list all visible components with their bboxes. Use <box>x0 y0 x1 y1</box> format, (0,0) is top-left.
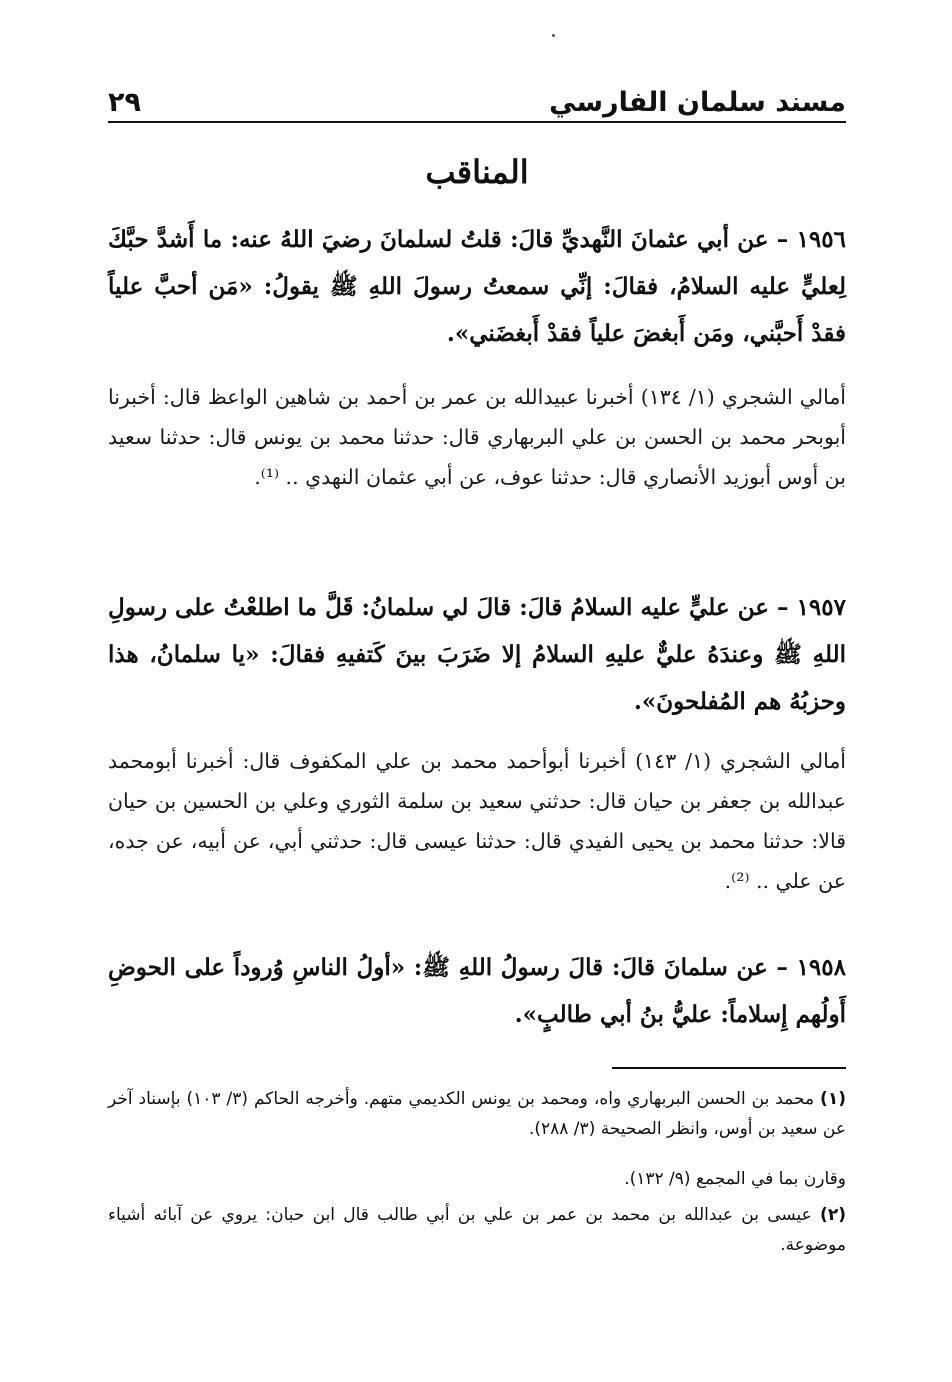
hadith-1956: ١٩٥٦ – عن أبي عثمانَ النَّهديِّ قالَ: قلتُ لسلمانَ رضيَ اللهُ عنه: ما أَشدَّ حبَّكَ لِعليٍّ عليه السلامُ، فقالَ: إنِّي سمعتُ رسولَ اللهِ ﷺ يقولُ: «مَن أحبَّ علياً فقدْ أَحبَّني، ومَن أَبغضَ علياً فقدْ أَبغضَني». <box>108 226 846 347</box>
footnote-mark: (٢) <box>820 1205 846 1225</box>
hadith-1957: ١٩٥٧ – عن عليٍّ عليه السلامُ قالَ: قالَ لي سلمانُ: قَلَّ ما اطلعْتُ على رسولِ اللهِ ﷺ وعندَهُ عليٌّ عليهِ السلامُ إلا ضَرَبَ بينَ كَتفيهِ فقالَ: «يا سلمانُ، هذا وحزبُهُ هم المُفلحونَ». <box>108 594 846 715</box>
footnote-rule <box>612 1067 846 1069</box>
section-title: المناقب <box>425 153 529 191</box>
scan-speck <box>552 34 555 37</box>
header-rule <box>108 121 846 123</box>
footnote-text: محمد بن الحسن البربهاري واه، ومحمد بن يونس الكديمي متهم. وأخرجه الحاكم (٣/ ١٠٣) بإسناد آخر عن سعيد بن أوس، وانظر الصحيحة (٣/ ٢٨٨). <box>108 1089 846 1139</box>
source-1956: أمالي الشجري (١/ ١٣٤) أخبرنا عبيدالله بن عمر بن أحمد بن شاهين الواعظ قال: أخبرنا أبوبحر محمد بن الحسن بن علي البربهاري قال: حدثنا محمد بن يونس قال: حدثنا سعيد بن أوس أبوزيد الأنصاري قال: حدثنا عوف، عن أبي عثمان النهدي .. ⁽¹⁾. <box>108 385 846 489</box>
footnote-text: عيسى بن عبدالله بن محمد بن عمر بن علي بن أبي طالب قال ابن حبان: يروي عن آبائه أشياء موضوعة. <box>108 1205 846 1255</box>
footnote-1-extra: وقارن بما في المجمع (٩/ ١٣٢). <box>624 1169 846 1189</box>
footnote-2 <box>108 1200 846 1260</box>
footnote-1 <box>108 1084 846 1144</box>
running-title: مسند سلمان الفارسي <box>549 87 846 118</box>
page-number: ٢٩ <box>108 87 141 118</box>
source-1957: أمالي الشجري (١/ ١٤٣) أخبرنا أبوأحمد محمد بن علي المكفوف قال: أخبرنا أبومحمد عبدالله بن جعفر بن حيان قال: حدثني سعيد بن سلمة الثوري وعلي بن الحسين بن حيان قالا: حدثنا محمد بن يحيى الفيدي قال: حدثنا عيسى قال: حدثني أبي، عن أبيه، عن جده، عن علي .. ⁽²⁾. <box>108 749 847 893</box>
footnote-mark: (١) <box>820 1089 846 1109</box>
hadith-1958: ١٩٥٨ – عن سلمانَ قالَ: قالَ رسولُ اللهِ ﷺ: «أولُ الناسِ وُروداً على الحوضِ أَولُهم إِسلاماً: عليُّ بنُ أبي طالبٍ». <box>108 954 846 1028</box>
page-header <box>108 80 846 120</box>
